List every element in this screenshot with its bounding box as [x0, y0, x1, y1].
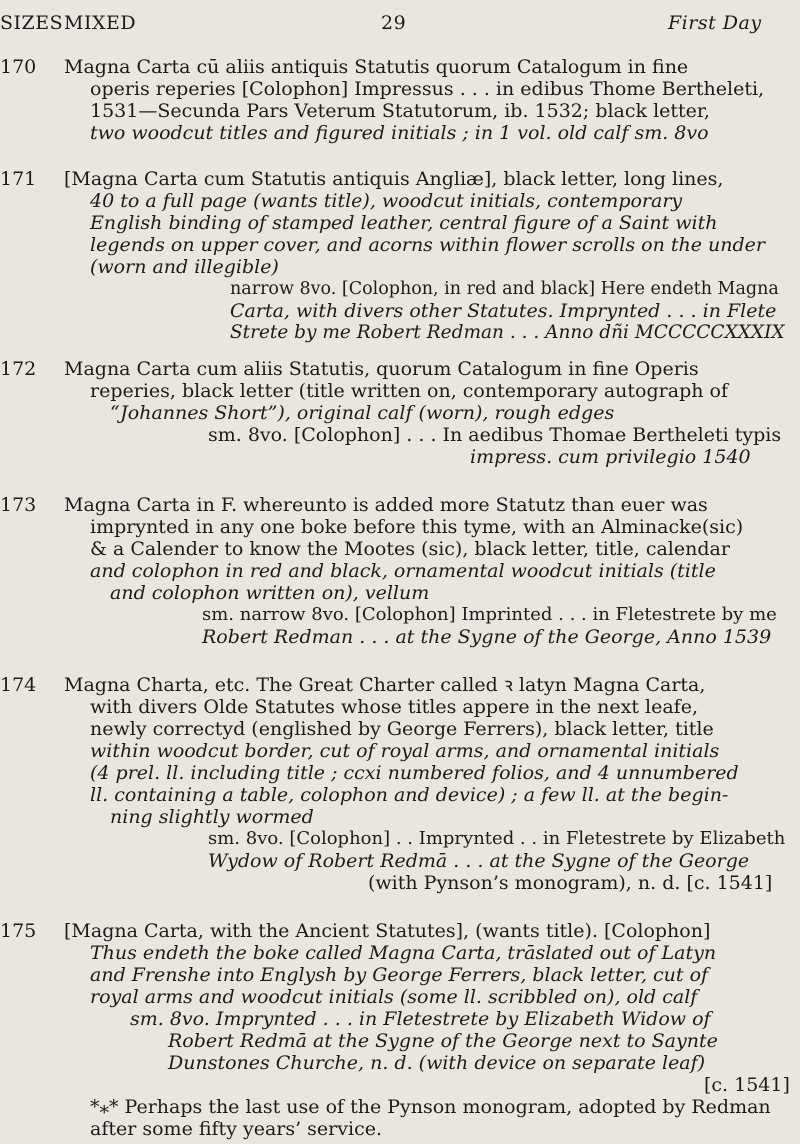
entry-line: and colophon written on), vellum — [110, 582, 430, 604]
entry-line: “Johannes Short”), original calf (worn), rough edges — [110, 402, 615, 424]
entry-line: Magna Carta in F. whereunto is added more Statutz than euer was — [64, 494, 708, 516]
entry-line: 40 to a full page (wants title), woodcut initials, contemporary — [90, 190, 683, 212]
entry-line: (worn and illegible) — [90, 256, 279, 278]
entry-line: two woodcut titles and figured initials ; in 1 vol. old calf sm. 8vo — [90, 122, 709, 144]
lot-number: 175 — [0, 920, 37, 942]
entry-line: sm. 8vo. Imprynted . . . in Fletestrete by Elizabeth Widow of — [130, 1008, 711, 1030]
entry-line: operis reperies [Colophon] Impressus . . . in edibus Thome Bertheleti, — [90, 78, 765, 100]
page-header — [0, 12, 800, 42]
entry-line: (4 prel. ll. including title ; ccxi numbered folios, and 4 unnumbered — [90, 762, 739, 784]
entry-line: and colophon in red and black, ornamental woodcut initials (title — [90, 560, 716, 582]
header-mixed: MIXED — [64, 12, 137, 34]
entry-line: English binding of stamped leather, central figure of a Saint with — [90, 212, 718, 234]
lot-number: 173 — [0, 494, 37, 516]
entry-note: after some fifty years’ service. — [90, 1118, 382, 1140]
entry-line: 1531—Secunda Pars Veterum Statutorum, ib. 1532; black letter, — [90, 100, 710, 122]
page-number: 29 — [381, 12, 407, 34]
entry-line: Robert Redmā at the Sygne of the George next to Saynte — [168, 1030, 718, 1052]
entry-line: Magna Carta cū aliis antiquis Statutis quorum Catalogum in fine — [64, 56, 689, 78]
entry-line: [Magna Carta cum Statutis antiquis Angliæ], black letter, long lines, — [64, 168, 724, 190]
lot-number: 172 — [0, 358, 37, 380]
entry-line: ll. containing a table, colophon and device) ; a few ll. at the begin- — [90, 784, 729, 806]
entry-line: legends on upper cover, and acorns within flower scrolls on the under — [90, 234, 765, 256]
entry-line: sm. 8vo. [Colophon] . . . In aedibus Thomae Bertheleti typis — [208, 424, 782, 446]
entry-line: Thus endeth the boke called Magna Carta, trāslated out of Latyn — [90, 942, 717, 964]
entry-line: Robert Redman . . . at the Sygne of the George, Anno 1539 — [202, 626, 772, 648]
entry-line: royal arms and woodcut initials (some ll. scribbled on), old calf — [90, 986, 698, 1008]
entry-line: imprynted in any one boke before this tyme, with an Alminacke(sic) — [90, 516, 744, 538]
entry-line: impress. cum privilegio 1540 — [470, 446, 751, 468]
entry-line: reperies, black letter (title written on, contemporary autograph of — [90, 380, 728, 402]
entry-line: & a Calender to know the Mootes (sic), black letter, title, calendar — [90, 538, 730, 560]
entry-line: Wydow of Robert Redmā . . . at the Sygne of the George — [208, 850, 750, 872]
entry-line: and Frenshe into Englysh by George Ferrers, black letter, cut of — [90, 964, 709, 986]
lot-number: 171 — [0, 168, 37, 190]
entry-line: within woodcut border, cut of royal arms, and ornamental initials — [90, 740, 720, 762]
entry-line: sm. narrow 8vo. [Colophon] Imprinted . . . in Fletestrete by me — [202, 604, 777, 625]
entry-line: newly correctyd (englished by George Ferrers), black letter, title — [90, 718, 714, 740]
entry-line: Carta, with divers other Statutes. Imprynted . . . in Flete — [230, 300, 777, 322]
entry-line: with divers Olde Statutes whose titles appere in the next leafe, — [90, 696, 698, 718]
entry-note: *⁎* Perhaps the last use of the Pynson monogram, adopted by Redman — [90, 1096, 771, 1118]
entry-line: Dunstones Churche, n. d. (with device on separate leaf) — [168, 1052, 706, 1074]
header-day: First Day — [668, 12, 762, 34]
entry-line: narrow 8vo. [Colophon, in red and black] Here endeth Magna — [230, 279, 779, 299]
entry-line: Magna Charta, etc. The Great Charter called ꝛ latyn Magna Carta, — [64, 674, 706, 696]
entry-line: [Magna Carta, with the Ancient Statutes], (wants title). [Colophon] — [64, 920, 711, 942]
entry-line: Magna Carta cum aliis Statutis, quorum Catalogum in fine Operis — [64, 358, 699, 380]
entry-line: sm. 8vo. [Colophon] . . Imprynted . . in Fletestrete by Elizabeth — [208, 828, 786, 849]
entry-line: (with Pynson’s monogram), n. d. [c. 1541] — [368, 872, 773, 894]
lot-number: 170 — [0, 56, 37, 78]
entry-line: Strete by me Robert Redman . . . Anno dñi MCCCCCXXXIX — [230, 322, 785, 343]
lot-number: 174 — [0, 674, 37, 696]
entry-line: ning slightly wormed — [110, 806, 314, 828]
entry-line: [c. 1541] — [704, 1074, 790, 1096]
header-sizes: SIZES — [0, 12, 64, 34]
